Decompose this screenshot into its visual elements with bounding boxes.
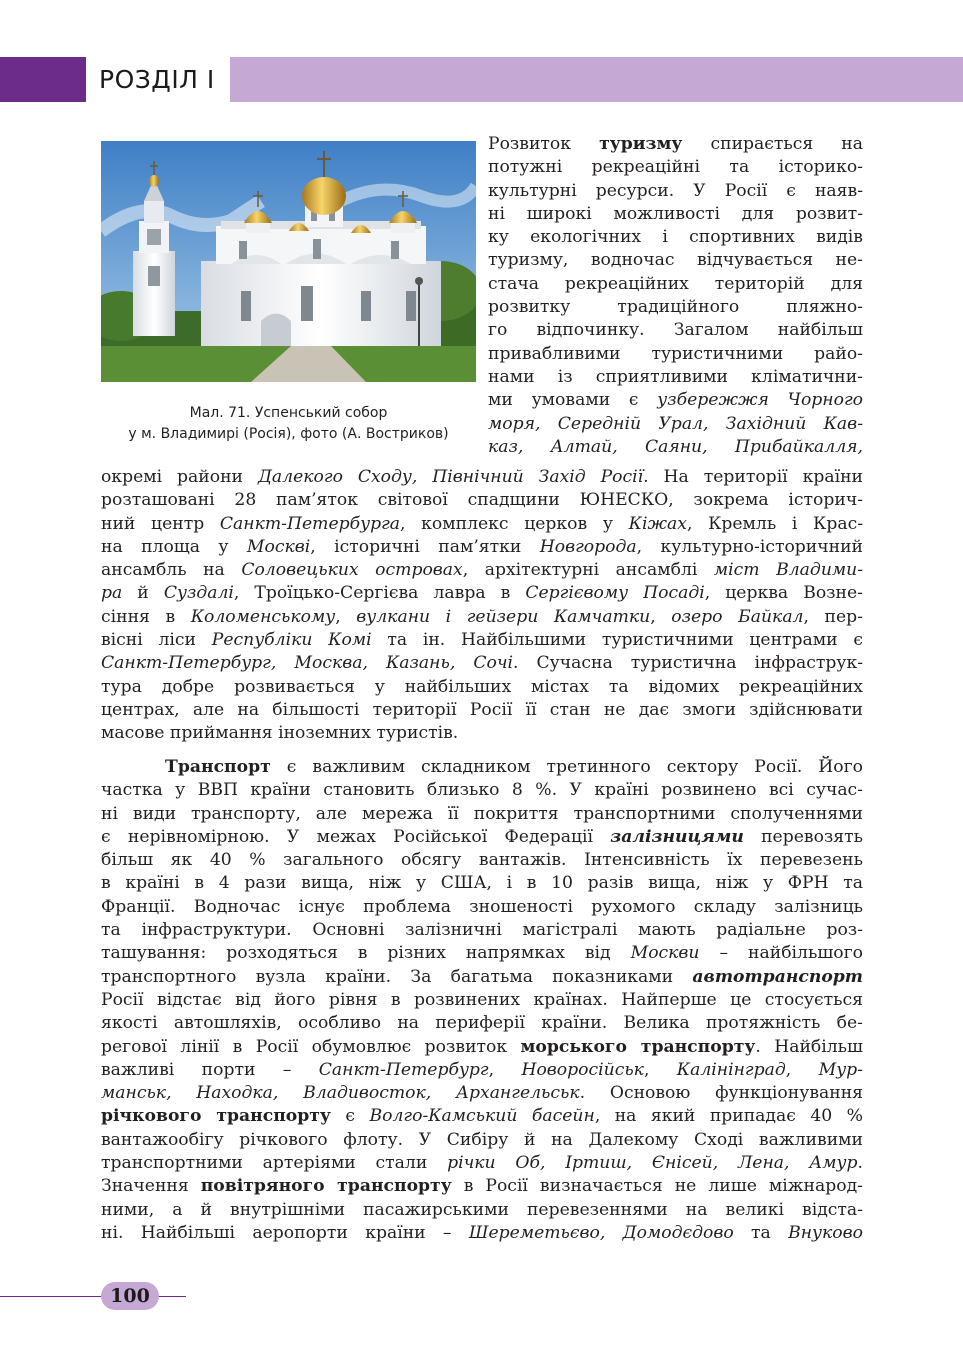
tourism-paragraph-start [488, 133, 863, 459]
text-line: нами із сприятливими кліматични- [488, 366, 863, 387]
text-line: масове приймання іноземних туристів. [101, 723, 459, 744]
text-line: центрах, але на більшості території Росії її стан не дає змоги здійснювати [101, 699, 863, 720]
figure-caption [101, 403, 476, 445]
text-line: сіння в Коломенському, вулкани і гейзери Камчатки, озеро Байкал, пер- [101, 606, 863, 627]
text-line: Розвиток туризму спирається на [488, 134, 863, 154]
text-line: Франції. Водночас існує проблема зношеності рухомого складу залізниць [101, 896, 863, 917]
text-line: ансамбль на Соловецьких островах, архітектурні ансамблі міст Владими- [101, 560, 864, 581]
text-line: окремі райони Далекого Сходу, Північний Захід Росії. На території країни [101, 467, 864, 487]
text-line: каз, Алтай, Саяни, Прибайкалля, [488, 436, 863, 457]
text-line: ташування: розходяться в різних напрямках від Москви – найбільшого [101, 943, 863, 964]
text-line: вісні ліси Республіки Комі та ін. Найбільшими туристичними центрами є [101, 630, 864, 651]
text-line: розвитку традиційного пляжно- [488, 297, 863, 318]
text-line: якості автошляхів, особливо на периферії країни. Велика протяжність бе- [101, 1013, 863, 1034]
header-bar [230, 57, 963, 102]
text-line: Транспорт є важливим складником третинного сектору Росії. Його [165, 757, 863, 777]
text-line: культурні ресурси. У Росії є наяв- [488, 180, 863, 201]
header-accent-block [0, 57, 86, 102]
text-line: ра й Суздалі, Троїцько-Сергієва лавра в Сергієвому Посаді, церква Возне- [101, 583, 863, 604]
text-line: Значення повітряного транспорту в Росії визначається не лише міжнарод- [101, 1176, 863, 1197]
text-line: є нерівномірною. У межах Російської Федерації залізницями перевозять [101, 826, 864, 847]
text-line: важливі порти – Санкт-Петербург, Новоросійськ, Калінінград, Мур- [101, 1059, 863, 1080]
text-line: стача рекреаційних територій для [488, 273, 863, 294]
text-line: го відпочинку. Загалом найбільш [488, 320, 863, 341]
text-line: розташовані 28 пам’яток світової спадщини ЮНЕСКО, зокрема історич- [101, 490, 863, 511]
text-line: річкового транспорту є Волго-Камський басейн, на який припадає 40 % [101, 1106, 863, 1127]
text-line: манськ, Находка, Владивосток, Архангельськ. Основою функціонування [101, 1083, 863, 1104]
text-line: моря, Середній Урал, Західний Кав- [488, 413, 863, 434]
text-line: ними, а й внутрішніми пасажирськими перевезеннями на великі відста- [101, 1199, 863, 1220]
text-line: Санкт-Петербург, Москва, Казань, Сочі. Сучасна туристична інфраструк- [101, 653, 863, 674]
text-line: привабливими туристичними райо- [488, 343, 863, 364]
caption-line: у м. Владимирі (Росія), фото (А. Востриков) [128, 426, 449, 442]
text-line: ний центр Санкт-Петербурга, комплекс церков у Кіжах, Кремль і Крас- [101, 513, 864, 534]
text-line: ку екологічних і спортивних видів [488, 227, 863, 248]
text-line: ні види транспорту, але мережа її покриття транспортними сполученнями [101, 803, 863, 824]
text-line: транспортними артеріями стали річки Об, Іртиш, Єнісей, Лена, Амур. [101, 1153, 863, 1174]
text-line: частка у ВВП країни становить близько 8 %. У країні розвинено всі сучас- [101, 780, 863, 801]
text-line: більш як 40 % загального обсягу вантажів. Інтенсивність їх перевезень [101, 850, 863, 871]
section-title: РОЗДІЛ І [86, 57, 230, 102]
text-line: та інфраструктури. Основні залізничні магістралі мають радіальне роз- [101, 920, 863, 941]
text-line: ні. Найбільші аеропорти країни – Шереметьєво, Домодєдово та Внуково [101, 1222, 863, 1243]
text-line: Росії відстає від його рівня в розвинених країнах. Найперше це стосується [101, 989, 863, 1010]
text-line: потужні рекреаційні та історико- [488, 157, 863, 178]
caption-line: Мал. 71. Успенський собор [189, 405, 388, 421]
tourism-paragraph-continued [101, 466, 863, 746]
transport-paragraph [101, 756, 863, 1245]
text-line: транспортного вузла країни. За багатьма показниками автотранспорт [101, 966, 863, 987]
text-line: туризму, водночас відчувається не- [488, 250, 863, 271]
page-number: 100 [101, 1282, 159, 1310]
text-line: тура добре розвивається у найбільших містах та відомих рекреаційних [101, 676, 863, 697]
text-line: ми умовами є узбережжя Чорного [488, 390, 864, 411]
text-line: ні широкі можливості для розвит- [488, 203, 863, 224]
text-line: на площа у Москві, історичні пам’ятки Новгорода, культурно-історичний [101, 536, 863, 557]
text-line: регової лінії в Росії обумовлює розвиток морського транспорту. Найбільш [101, 1036, 863, 1057]
text-line: в країні в 4 рази вища, ніж у США, і в 10 разів вища, ніж у ФРН та [101, 873, 863, 894]
cathedral-photo [101, 141, 476, 382]
text-line: вантажообігу річкового флоту. У Сибіру й на Далекому Сході важливими [101, 1129, 863, 1150]
